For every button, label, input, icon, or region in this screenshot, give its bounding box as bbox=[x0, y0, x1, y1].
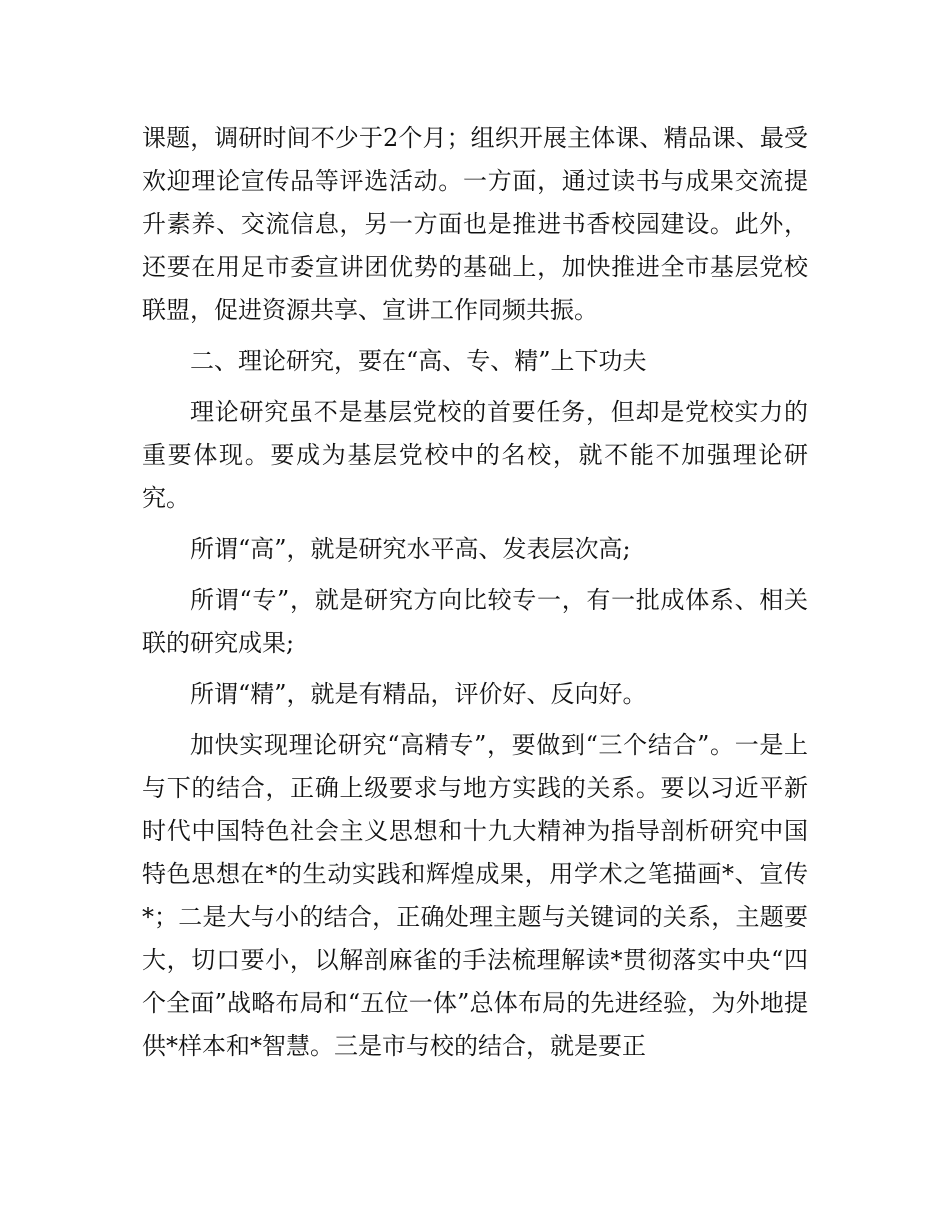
paragraph: 理论研究虽不是基层党校的首要任务，但却是党校实力的重要体现。要成为基层党校中的名校，就不能不加强理论研究。 bbox=[142, 398, 808, 512]
paragraph: 加快实现理论研究“高精专”，要做到“三个结合”。一是上与下的结合，正确上级要求与地方实践的关系。要以习近平新时代中国特色社会主义思想和十九大精神为指导剖析研究中国特色思想在*的生动实践和辉煌成果，用学术之笔描画*、宣传*；二是大与小的结合，正确处理主题与关键词的关系，主题要大，切口要小，以解剖麻雀的手法梳理解读*贯彻落实中央“四个全面”战略布局和“五位一体”总体布局的先进经验，为外地提供*样本和*智慧。三是市与校的结合，就是要正 bbox=[142, 731, 808, 1060]
section-heading: 二、理论研究，要在“高、专、精”上下功夫 bbox=[190, 347, 647, 375]
document-body bbox=[142, 117, 808, 1076]
paragraph: 所谓“精”，就是有精品，评价好、反向好。 bbox=[190, 680, 647, 708]
paragraph: 所谓“专”，就是研究方向比较专一，有一批成体系、相关联的研究成果; bbox=[142, 586, 808, 657]
paragraph: 所谓“高”，就是研究水平高、发表层次高; bbox=[190, 535, 631, 563]
paragraph-continuation: 课题，调研时间不少于2个月；组织开展主体课、精品课、最受欢迎理论宣传品等评选活动。一方面，通过读书与成果交流提升素养、交流信息，另一方面也是推进书香校园建设。此外，还要在用足市委宣讲团优势的基础上，加快推进全市基层党校联盟，促进资源共享、宣讲工作同频共振。 bbox=[142, 124, 808, 324]
